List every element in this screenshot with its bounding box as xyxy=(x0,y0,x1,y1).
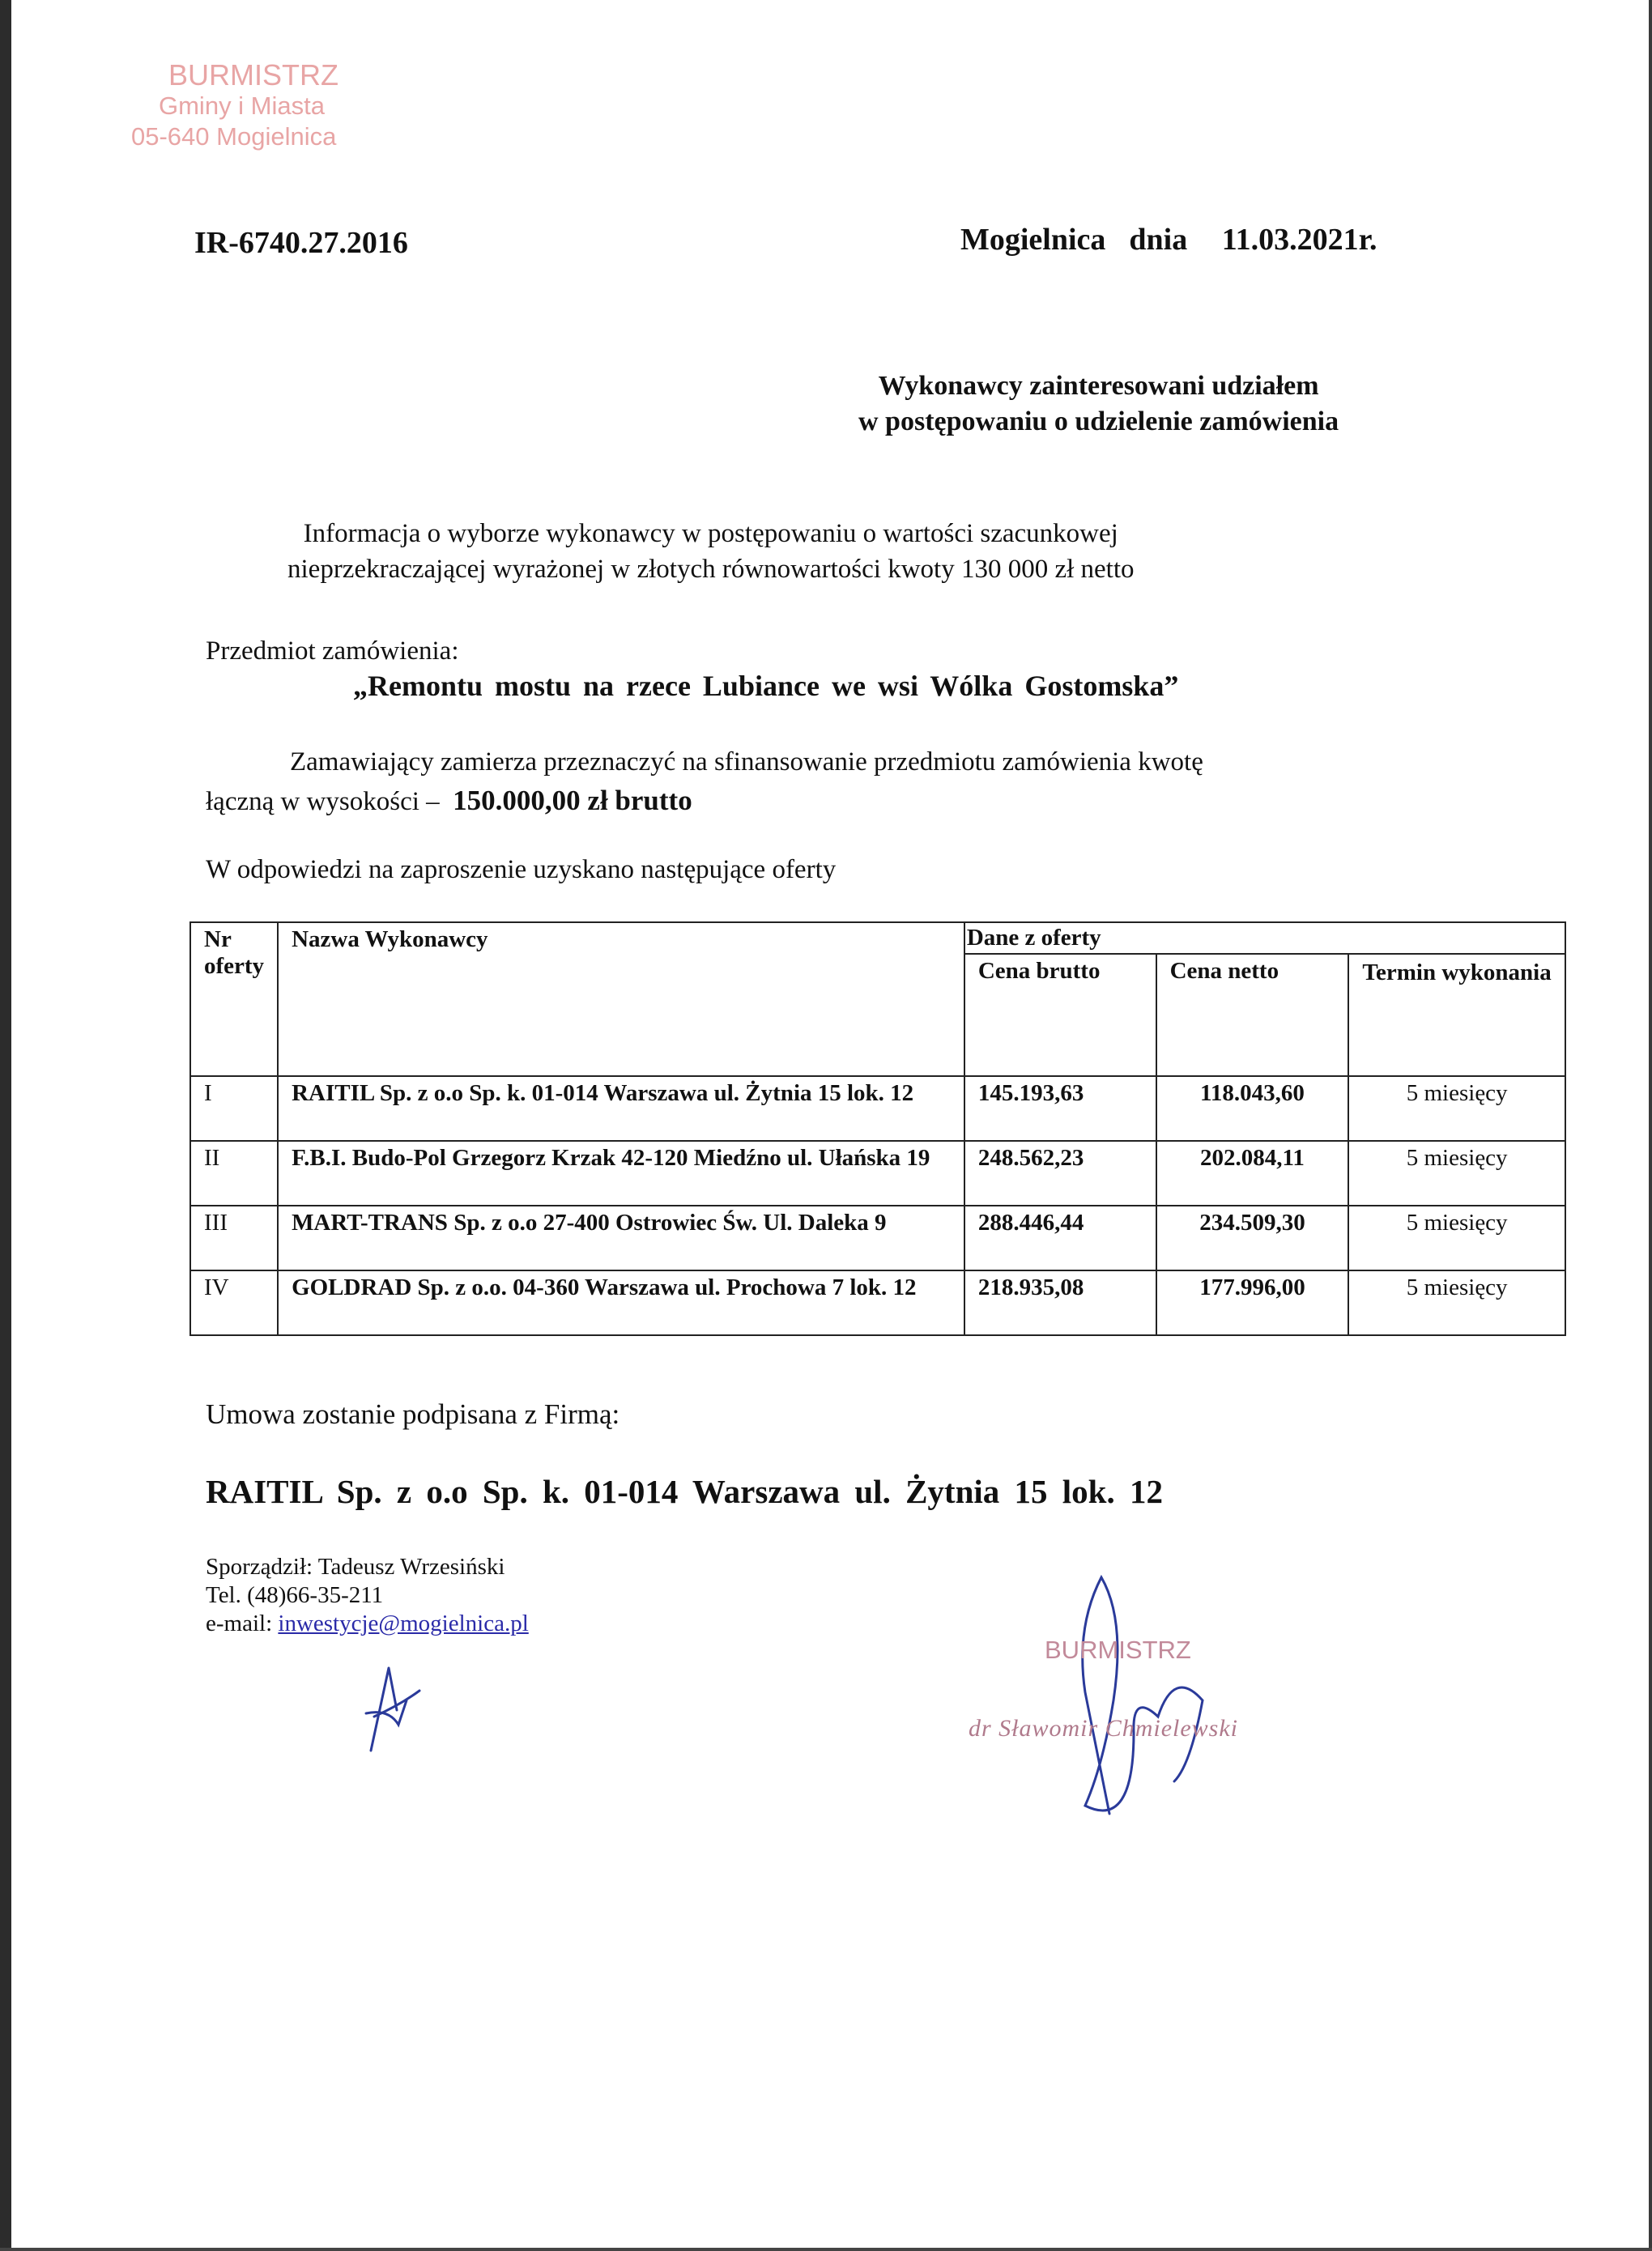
subject-title: „Remontu mostu na rzece Lubiance we wsi Wólka Gostomska” xyxy=(353,670,1179,702)
email-label: e-mail: xyxy=(206,1611,273,1636)
price-gross: 248.562,23 xyxy=(964,1141,1156,1206)
email-row xyxy=(206,1610,529,1638)
phone: Tel. (48)66-35-211 xyxy=(206,1582,384,1608)
office-stamp-line2: Gminy i Miasta xyxy=(159,91,325,120)
addressee-line2: w postępowaniu o udzielenie zamówienia xyxy=(858,406,1339,436)
information-line1: Informacja o wyborze wykonawcy w postępowaniu o wartości szacunkowej xyxy=(303,519,1118,548)
information-line2: nieprzekraczającej wyrażonej w złotych równowartości kwoty 130 000 zł netto xyxy=(287,555,1135,584)
price-net: 202.084,11 xyxy=(1156,1141,1349,1206)
offer-number: III xyxy=(190,1206,278,1270)
price-net: 118.043,60 xyxy=(1156,1076,1349,1141)
offers-intro: W odpowiedzi na zaproszenie uzyskano następujące oferty xyxy=(206,855,837,884)
prepared-by-block xyxy=(206,1553,529,1638)
budget-paragraph xyxy=(206,743,1203,821)
mayor-signature xyxy=(1037,1571,1223,1850)
table-row xyxy=(190,1206,1565,1270)
information-heading xyxy=(287,516,1135,587)
reference-number: IR-6740.27.2016 xyxy=(194,226,408,260)
contractor-name: GOLDRAD Sp. z o.o. 04-360 Warszawa ul. Prochowa 7 lok. 12 xyxy=(278,1270,964,1335)
addressee xyxy=(858,368,1339,440)
initials-signature-icon xyxy=(356,1660,429,1757)
budget-line2 xyxy=(206,781,1203,821)
office-stamp xyxy=(121,60,338,152)
price-gross: 145.193,63 xyxy=(964,1076,1156,1141)
initials-signature xyxy=(356,1660,429,1761)
prepared-by: Sporządził: Tadeusz Wrzesiński xyxy=(206,1554,505,1580)
completion-term: 5 miesięcy xyxy=(1348,1270,1565,1335)
budget-line2-prefix: łączną w wysokości – xyxy=(206,787,440,816)
header-price-net: Cena netto xyxy=(1156,954,1349,1076)
contractor-name: MART-TRANS Sp. z o.o 27-400 Ostrowiec Św. Ul. Daleka 9 xyxy=(278,1206,964,1270)
mayor-stamp-name: dr Sławomir Chmielewski xyxy=(969,1715,1239,1742)
table-row xyxy=(190,1141,1565,1206)
header-offer-data: Dane z oferty xyxy=(964,922,1565,954)
selected-contractor: RAITIL Sp. z o.o Sp. k. 01-014 Warszawa ul. Żytnia 15 lok. 12 xyxy=(206,1473,1163,1510)
mayor-stamp-title: BURMISTRZ xyxy=(1045,1636,1191,1664)
date-word: dnia xyxy=(1129,223,1188,257)
email-link[interactable]: inwestycje@mogielnica.pl xyxy=(278,1611,529,1636)
budget-amount: 150.000,00 zł brutto xyxy=(453,785,692,816)
contract-label: Umowa zostanie podpisana z Firmą: xyxy=(206,1398,620,1430)
completion-term: 5 miesięcy xyxy=(1348,1076,1565,1141)
price-net: 177.996,00 xyxy=(1156,1270,1349,1335)
offers-table xyxy=(189,921,1566,1336)
table-header-row xyxy=(190,922,1565,954)
contractor-name: RAITIL Sp. z o.o Sp. k. 01-014 Warszawa ul. Żytnia 15 lok. 12 xyxy=(278,1076,964,1141)
offer-number: IV xyxy=(190,1270,278,1335)
budget-line1: Zamawiający zamierza przeznaczyć na sfinansowanie przedmiotu zamówienia kwotę xyxy=(290,747,1203,777)
table-row xyxy=(190,1076,1565,1141)
header-completion-term: Termin wykonania xyxy=(1348,954,1565,1076)
office-stamp-line1: BURMISTRZ xyxy=(168,58,338,91)
header-price-gross: Cena brutto xyxy=(964,954,1156,1076)
place: Mogielnica xyxy=(960,223,1106,257)
offer-number: II xyxy=(190,1141,278,1206)
header-name: Nazwa Wykonawcy xyxy=(278,922,964,1076)
addressee-line1: Wykonawcy zainteresowani udziałem xyxy=(878,371,1319,401)
completion-term: 5 miesięcy xyxy=(1348,1141,1565,1206)
mayor-signature-icon xyxy=(1037,1571,1223,1846)
subject-label: Przedmiot zamówienia: xyxy=(206,636,459,666)
office-stamp-line3: 05-640 Mogielnica xyxy=(131,122,337,151)
completion-term: 5 miesięcy xyxy=(1348,1206,1565,1270)
scan-edge-right xyxy=(1649,0,1652,2251)
price-gross: 218.935,08 xyxy=(964,1270,1156,1335)
place-and-date xyxy=(960,222,1377,257)
scan-edge-bottom xyxy=(0,2248,1652,2251)
date: 11.03.2021r. xyxy=(1221,223,1377,257)
contractor-name: F.B.I. Budo-Pol Grzegorz Krzak 42-120 Miedźno ul. Ułańska 19 xyxy=(278,1141,964,1206)
offer-number: I xyxy=(190,1076,278,1141)
price-net: 234.509,30 xyxy=(1156,1206,1349,1270)
header-nr: Nr oferty xyxy=(190,922,278,1076)
scan-edge-left xyxy=(0,0,11,2251)
table-row xyxy=(190,1270,1565,1335)
price-gross: 288.446,44 xyxy=(964,1206,1156,1270)
